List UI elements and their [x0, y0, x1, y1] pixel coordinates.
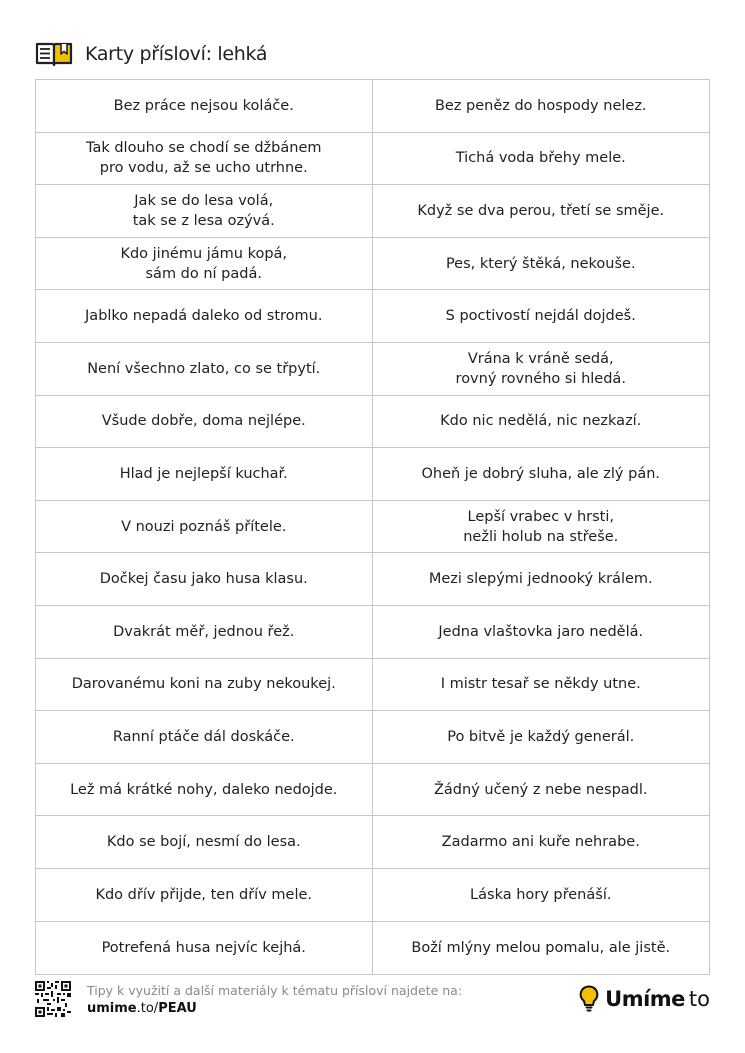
proverb-card: Kdo jinému jámu kopá, sám do ní padá. — [36, 238, 373, 291]
proverb-card-grid — [35, 79, 710, 975]
proverb-card: Hlad je nejlepší kuchař. — [36, 448, 373, 501]
proverb-card: Tak dlouho se chodí se džbánem pro vodu, až se ucho utrhne. — [36, 133, 373, 186]
proverb-card: Ranní ptáče dál doskáče. — [36, 711, 373, 764]
proverb-card: Jablko nepadá daleko od stromu. — [36, 290, 373, 343]
proverb-card: Jak se do lesa volá, tak se z lesa ozývá. — [36, 185, 373, 238]
proverb-card: Jedna vlaštovka jaro nedělá. — [373, 606, 710, 659]
qr-code-icon — [35, 981, 71, 1017]
footer-hint: Tipy k využití a další materiály k tématu přísloví najdete na: — [87, 983, 463, 998]
proverb-card: Mezi slepými jednooký králem. — [373, 553, 710, 606]
footer-link-code: PEAU — [158, 1001, 197, 1016]
proverb-card: Lepší vrabec v hrsti, nežli holub na střeše. — [373, 501, 710, 554]
footer-link-tld: .to/ — [136, 1001, 159, 1016]
proverb-card: Kdo dřív přijde, ten dřív mele. — [36, 869, 373, 922]
proverb-card: Láska hory přenáší. — [373, 869, 710, 922]
proverb-card: Dvakrát měř, jednou řež. — [36, 606, 373, 659]
footer-link-domain: umime — [87, 1001, 137, 1016]
proverb-card: Po bitvě je každý generál. — [373, 711, 710, 764]
page-header — [35, 40, 267, 68]
page-title: Karty přísloví: lehká — [85, 43, 268, 65]
proverb-card: Zadarmo ani kuře nehrabe. — [373, 816, 710, 869]
proverb-card: S poctivostí nejdál dojdeš. — [373, 290, 710, 343]
proverb-card: Pes, který štěká, nekouše. — [373, 238, 710, 291]
footer-link[interactable] — [87, 1001, 197, 1016]
proverb-card: Kdo se bojí, nesmí do lesa. — [36, 816, 373, 869]
proverb-card: Darovanému koni na zuby nekoukej. — [36, 659, 373, 712]
proverb-card: Lež má krátké nohy, daleko nedojde. — [36, 764, 373, 817]
proverb-card: Není všechno zlato, co se třpytí. — [36, 343, 373, 396]
proverb-card: Všude dobře, doma nejlépe. — [36, 396, 373, 449]
page-footer — [35, 981, 710, 1021]
proverb-card: Vrána k vráně sedá, rovný rovného si hledá. — [373, 343, 710, 396]
proverb-card: I mistr tesař se někdy utne. — [373, 659, 710, 712]
lightbulb-icon — [579, 985, 599, 1013]
proverb-card: Potrefená husa nejvíc kejhá. — [36, 922, 373, 975]
proverb-card: Tichá voda břehy mele. — [373, 133, 710, 186]
proverb-card: Bez práce nejsou koláče. — [36, 80, 373, 133]
logo-wordmark-light: to — [688, 987, 710, 1011]
proverb-card: Bez peněz do hospody nelez. — [373, 80, 710, 133]
proverb-card: Dočkej času jako husa klasu. — [36, 553, 373, 606]
proverb-card: Boží mlýny melou pomalu, ale jistě. — [411, 939, 671, 956]
book-icon — [35, 41, 73, 67]
proverb-card: Když se dva perou, třetí se směje. — [373, 185, 710, 238]
proverb-card: Oheň je dobrý sluha, ale zlý pán. — [373, 448, 710, 501]
logo-wordmark-strong: Umíme — [605, 987, 685, 1011]
proverb-card: V nouzi poznáš přítele. — [36, 501, 373, 554]
proverb-card: Žádný učený z nebe nespadl. — [373, 764, 710, 817]
proverb-card: Kdo nic nedělá, nic nezkazí. — [373, 396, 710, 449]
umime-logo — [579, 985, 710, 1013]
